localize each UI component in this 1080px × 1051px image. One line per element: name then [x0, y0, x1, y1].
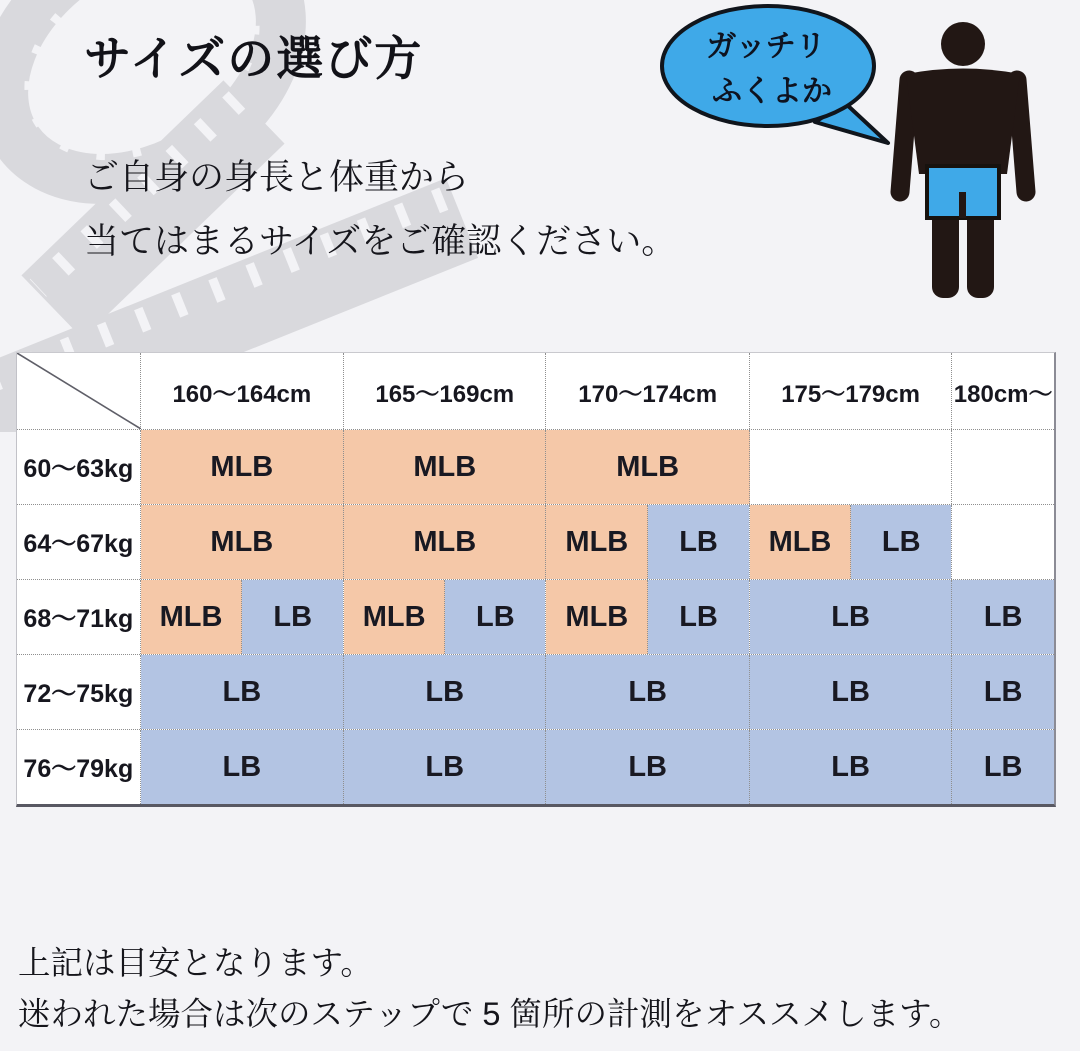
split-inner: [546, 580, 748, 654]
size-cell-mlb: MLB: [344, 430, 546, 504]
table-row: [17, 430, 1054, 505]
height-header-cell: 180cm〜: [952, 353, 1054, 429]
size-cell-mlb: MLB: [750, 505, 851, 579]
size-cell-lb: LB: [750, 580, 952, 654]
weight-header-cell: 64〜67kg: [17, 505, 141, 579]
page-title: サイズの選び方: [84, 32, 424, 85]
size-cell-lb: LB: [648, 580, 749, 654]
size-cell-mlb: MLB: [344, 580, 445, 654]
height-header-cell: 165〜169cm: [344, 353, 546, 429]
size-cell-empty: [952, 505, 1054, 579]
table-row: [17, 580, 1054, 655]
size-cell-lb: LB: [344, 655, 546, 729]
person-icon: [900, 22, 1026, 298]
bubble-line-2: ふくよか: [712, 75, 832, 108]
footer-line-1: 上記は目安となります。: [18, 945, 373, 981]
size-cell-split: [141, 580, 344, 654]
size-cell-lb: LB: [344, 730, 546, 804]
split-inner: [141, 580, 343, 654]
size-cell-split: [546, 580, 749, 654]
height-header-cell: 160〜164cm: [141, 353, 344, 429]
table-row: [17, 730, 1054, 804]
size-cell-lb: LB: [750, 655, 952, 729]
size-cell-mlb: MLB: [141, 580, 243, 654]
intro-text: [84, 146, 676, 274]
footer-line-2: 迷われた場合は次のステップで 5 箇所の計測をオススメします。: [18, 996, 962, 1032]
speech-bubble: [662, 6, 888, 143]
size-cell-lb: LB: [141, 655, 344, 729]
size-cell-lb: LB: [648, 505, 749, 579]
size-cell-empty: [952, 430, 1054, 504]
size-cell-lb: LB: [750, 730, 952, 804]
size-cell-lb: LB: [952, 730, 1054, 804]
size-cell-empty: [750, 430, 952, 504]
weight-header-cell: 72〜75kg: [17, 655, 141, 729]
height-header-cell: 170〜174cm: [546, 353, 749, 429]
size-cell-mlb: MLB: [141, 505, 344, 579]
size-cell-mlb: MLB: [546, 430, 749, 504]
corner-cell: [17, 353, 141, 429]
intro-line-2: 当てはまるサイズをご確認ください。: [84, 222, 677, 261]
size-cell-lb: LB: [546, 730, 749, 804]
table-row: [17, 655, 1054, 730]
size-cell-lb: LB: [952, 655, 1054, 729]
table-row: [17, 505, 1054, 580]
diagonal-line: [17, 353, 141, 429]
table-header-row: [17, 353, 1054, 430]
size-cell-lb: LB: [546, 655, 749, 729]
size-cell-mlb: MLB: [141, 430, 344, 504]
size-cell-lb: LB: [952, 580, 1054, 654]
size-cell-mlb: MLB: [344, 505, 546, 579]
intro-line-1: ご自身の身長と体重から: [84, 158, 470, 197]
size-cell-lb: LB: [242, 580, 343, 654]
bubble-line-1: ガッチリ: [706, 30, 826, 63]
split-inner: [344, 580, 545, 654]
size-cell-split: [750, 505, 952, 579]
size-cell-split: [344, 580, 546, 654]
footer-note: [18, 938, 962, 1040]
weight-header-cell: 60〜63kg: [17, 430, 141, 504]
size-table: [16, 352, 1056, 807]
size-cell-lb: LB: [141, 730, 344, 804]
size-cell-mlb: MLB: [546, 580, 648, 654]
body-type-callout: [650, 0, 1080, 310]
height-header-cell: 175〜179cm: [750, 353, 952, 429]
size-cell-lb: LB: [851, 505, 951, 579]
blue-shorts-icon: [927, 166, 999, 218]
split-inner: [750, 505, 951, 579]
weight-header-cell: 76〜79kg: [17, 730, 141, 804]
size-cell-lb: LB: [445, 580, 545, 654]
size-cell-mlb: MLB: [546, 505, 648, 579]
split-inner: [546, 505, 748, 579]
size-cell-split: [546, 505, 749, 579]
weight-header-cell: 68〜71kg: [17, 580, 141, 654]
